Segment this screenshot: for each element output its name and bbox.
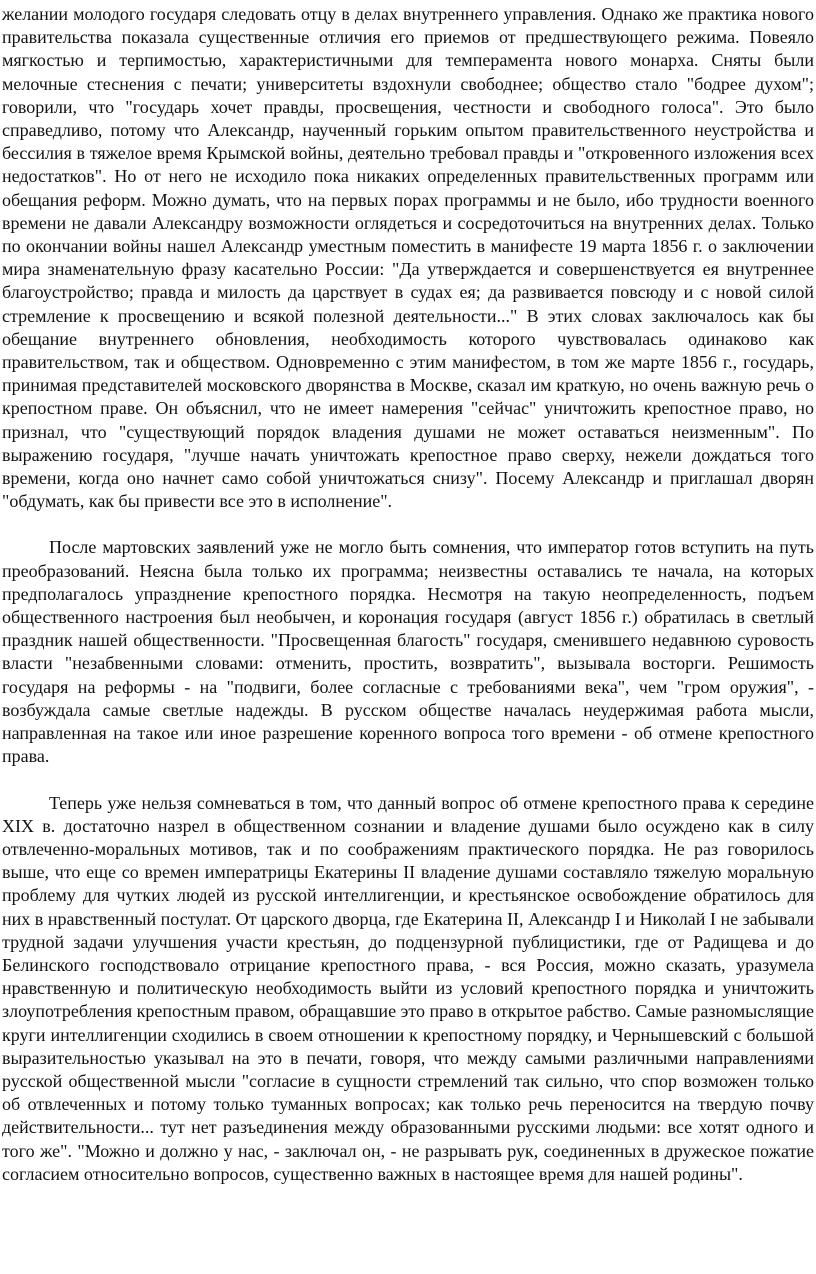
paragraph-3: Теперь уже нельзя сомневаться в том, что данный вопрос об отмене крепостного права к середине XIX в. достаточно назрел в общественном сознании и владение душами было осуждено как в силу отвлеченно-моральных мотивов, так и по соображениям практического порядка. Не раз говорилось выше, что еще со времен императрицы Екатерины II владение душами составляло тяжелую моральную проблему для чутких людей из русской интеллигенции, и крестьянское освобождение обратилось для них в нравственный постулат. От царского дворца, где Екатерина II, Александр I и Николай I не забывали трудной задачи улучшения участи крестьян, до подцензурной публицистики, где от Радищева и до Белинского господствовало отрицание крепостного права, - вся Россия, можно сказать, уразумела нравственную и политическую необходимость выйти из условий крепостного порядка и уничтожить злоупотребления крепостным правом, обращавшие это право в открытое рабство. Самые разномыслящие круги интеллигенции сходились в своем отношении к крепостному порядку, и Чернышевский с большой выразительностью указывал на это в печати, говоря, что между самыми различными направлениями русской общественной мысли "согласие в сущности стремлений так сильно, что спор возможен только об отвлеченных и потому только туманных вопросах; как только речь переносится на твердую почву действительности... тут нет разъединения между образованными русскими людьми: все хотят одного и того же". "Можно и должно у нас, - заключал он, - не разрывать рук, соединенных в дружеское пожатие согласием относительно вопросов, существенно важных в настоящее время для нашей родины".	[2, 792, 814, 1184]
paragraph-1: желании молодого государя следовать отцу в делах внутреннего управления. Однако же практика нового правительства показала существенные отличия его приемов от предшествующего режима. Повеяло мягкостью и терпимостью, характеристичными для темперамента нового монарха. Сняты были мелочные стеснения с печати; университеты вздохнули свободнее; общество стало "бодрее духом"; говорили, что "государь хочет правды, просвещения, честности и свободного голоса". Это было справедливо, потому что Александр, наученный горьким опытом правительственного неустройства и бессилия в тяжелое время Крымской войны, деятельно требовал правды и "откровенного изложения всех недостатков". Но от него не исходило пока никаких определенных правительственных программ или обещания реформ. Можно думать, что на первых порах программы и не было, ибо трудности военного времени не давали Александру возможности оглядеться и сосредоточиться на внутренних делах. Только по окончании войны нашел Александр уместным поместить в манифесте 19 марта 1856 г. о заключении мира знаменательную фразу касательно России: "Да утверждается и совершенствуется ея внутреннее благоустройство; правда и милость да царствует в судах ея; да развивается повсюду и с новой силой стремление к просвещению и всякой полезной деятельности..." В этих словах заключалось как бы обещание внутреннего обновления, необходимость которого чувствовалась одинаково как правительством, так и обществом. Одновременно с этим манифестом, в том же марте 1856 г., государь, принимая представителей московского дворянства в Москве, сказал им краткую, но очень важную речь о крепостном праве. Он объяснил, что не имеет намерения "сейчас" уничтожить крепостное право, но признал, что "существующий порядок владения душами не может оставаться неизменным". По выражению государя, "лучше начать уничтожать крепостное право сверху, нежели дождаться того времени, когда оно начнет само собой уничтожаться снизу". Посему Александр и приглашал дворян "обдумать, как бы привести все это в исполнение".	[2, 4, 814, 512]
paragraph-2: После мартовских заявлений уже не могло быть сомнения, что император готов вступить на путь преобразований. Неясна была только их программа; неизвестны оставались те начала, на которых предполагалось упразднение крепостного порядка. Несмотря на такую неопределенность, подъем общественного настроения был необычен, и коронация государя (август 1856 г.) обратилась в светлый праздник нашей общественности. "Просвещенная благость" государя, сменившего недавнюю суровость власти "незабвенными словами: отменить, простить, возвратить", вызывала восторги. Решимость государя на реформы - на "подвиги, более согласные с требованиями века", чем "гром оружия", - возбуждала самые светлые надежды. В русском обществе началась неудержимая работа мысли, направленная на такое или иное разрешение коренного вопроса того времени - об отмене крепостного права.	[2, 537, 814, 767]
